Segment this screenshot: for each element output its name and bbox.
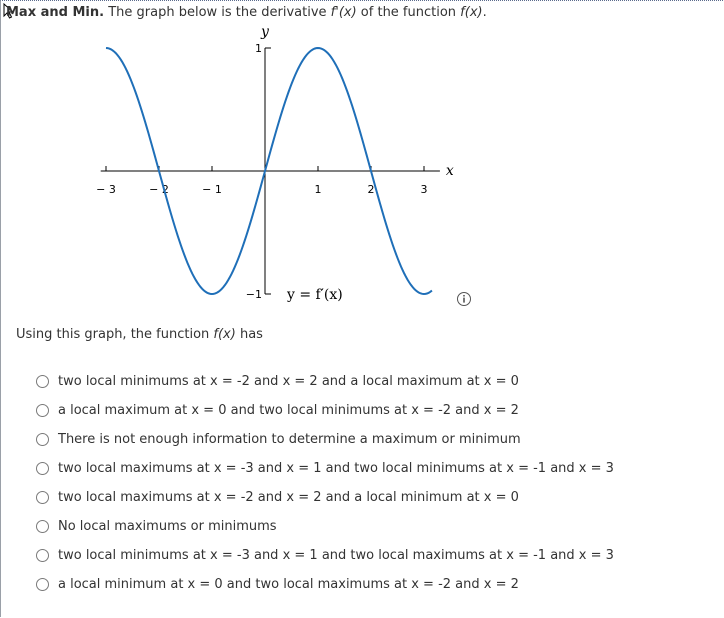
x-tick-label: − 2 [149,183,169,196]
answer-options [36,367,614,599]
info-icon[interactable] [456,291,472,307]
prompt-function: f(x) [213,327,236,342]
y-tick-label: 1 [255,42,262,55]
answer-option-1[interactable] [36,367,614,396]
question-title-text-1: The graph below is the derivative [104,5,331,20]
radio-button[interactable] [36,404,49,417]
radio-button[interactable] [36,549,49,562]
answer-option-6[interactable] [36,512,614,541]
question-title-end: . [482,5,487,20]
radio-button[interactable] [36,375,49,388]
x-tick-label: 1 [314,183,322,196]
x-tick-label: − 1 [202,183,222,196]
option-label: There is not enough information to determine a maximum or minimum [58,432,521,447]
x-tick-label: 2 [367,183,375,196]
answer-option-8[interactable] [36,570,614,599]
question-title-f: f(x) [460,5,483,20]
x-tick-label: 3 [420,183,428,196]
answer-option-3[interactable] [36,425,614,454]
option-label: No local maximums or minimums [58,519,277,534]
option-label: two local minimums at x = -2 and x = 2 and a local maximum at x = 0 [58,374,519,389]
question-prompt [16,327,263,342]
x-axis-label: x [445,163,454,179]
question-title-fprime: f'(x) [330,5,357,20]
radio-button[interactable] [36,520,49,533]
option-label: a local maximum at x = 0 and two local minimums at x = -2 and x = 2 [58,403,519,418]
series-label: y = f′(x) [287,287,343,303]
radio-button[interactable] [36,578,49,591]
option-label: a local minimum at x = 0 and two local maximums at x = -2 and x = 2 [58,577,519,592]
answer-option-5[interactable] [36,483,614,512]
answer-option-2[interactable] [36,396,614,425]
option-label: two local maximums at x = -2 and x = 2 and a local minimum at x = 0 [58,490,519,505]
option-label: two local minimums at x = -3 and x = 1 and two local maximums at x = -1 and x = 3 [58,548,614,563]
question-title-text-2: of the function [356,5,461,20]
derivative-graph [60,22,500,322]
prompt-text-2: has [235,327,263,342]
radio-button[interactable] [36,491,49,504]
question-header [6,5,487,20]
question-title-bold: Max and Min. [6,5,105,20]
radio-button[interactable] [36,433,49,446]
radio-button[interactable] [36,462,49,475]
prompt-text-1: Using this graph, the function [16,327,214,342]
x-tick-label: − 3 [96,183,116,196]
y-tick-label: −1 [245,288,262,301]
y-axis-label: y [261,24,269,40]
answer-option-4[interactable] [36,454,614,483]
answer-option-7[interactable] [36,541,614,570]
option-label: two local maximums at x = -3 and x = 1 and two local minimums at x = -1 and x = 3 [58,461,614,476]
